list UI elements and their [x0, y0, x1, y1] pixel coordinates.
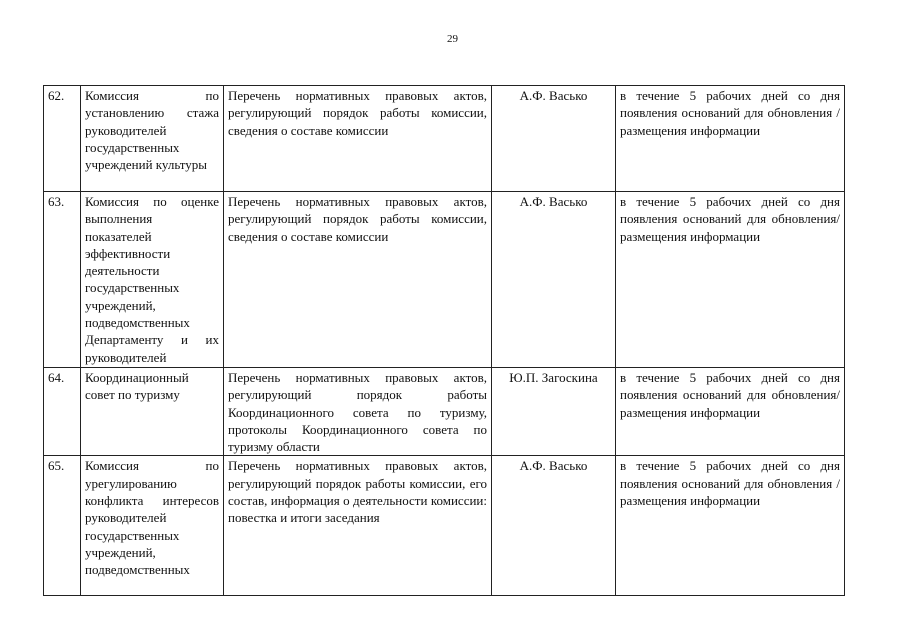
row-number: 65. [44, 456, 81, 596]
registry-table [43, 85, 845, 596]
documents-description: Перечень нормативных правовых актов, регулирующий порядок работы комиссии, сведения о составе комиссии [224, 86, 492, 192]
update-deadline: в течение 5 рабочих дней со дня появления оснований для обновления /размещения информации [616, 86, 845, 192]
responsible-person: А.Ф. Васько [492, 456, 616, 596]
row-number: 63. [44, 192, 81, 368]
update-deadline: в течение 5 рабочих дней со дня появления оснований для обновления/размещения информации [616, 368, 845, 456]
table-row [44, 86, 845, 192]
row-number: 64. [44, 368, 81, 456]
table-row [44, 368, 845, 456]
commission-name: Координационный совет по туризму [81, 368, 224, 456]
update-deadline: в течение 5 рабочих дней со дня появления оснований для обновления /размещения информации [616, 456, 845, 596]
table-row [44, 456, 845, 596]
documents-description: Перечень нормативных правовых актов, регулирующий порядок работы Координационного совета по туризму, протоколы Координационного совета по туризму области [224, 368, 492, 456]
responsible-person: А.Ф. Васько [492, 192, 616, 368]
documents-description: Перечень нормативных правовых актов, регулирующий порядок работы комиссии, сведения о составе комиссии [224, 192, 492, 368]
commission-name: Комиссия по урегулированию конфликта интересов руководителей государственных учреждений, подведомственных [81, 456, 224, 596]
update-deadline: в течение 5 рабочих дней со дня появления оснований для обновления/размещения информации [616, 192, 845, 368]
commission-name: Комиссия по оценке выполнения показателей эффективности деятельности государственных учреждений, подведомственных Департаменту и их руководителей [81, 192, 224, 368]
row-number: 62. [44, 86, 81, 192]
page-number: 29 [447, 33, 458, 45]
documents-description: Перечень нормативных правовых актов, регулирующий порядок работы комиссии, его состав, информация о деятельности комиссии: повестка и итоги заседания [224, 456, 492, 596]
table-row [44, 192, 845, 368]
commission-name: Комиссия по установлению стажа руководителей государственных учреждений культуры [81, 86, 224, 192]
responsible-person: Ю.П. Загоскина [492, 368, 616, 456]
responsible-person: А.Ф. Васько [492, 86, 616, 192]
